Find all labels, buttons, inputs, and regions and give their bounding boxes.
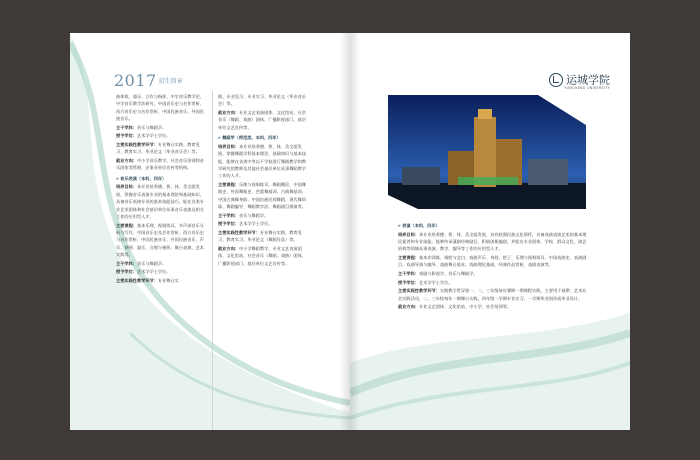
- double-chevron-icon: »: [218, 135, 223, 141]
- section-title-dance: » 舞蹈学（师范类，本科，四年）: [218, 135, 281, 141]
- double-chevron-icon: »: [116, 175, 121, 181]
- column-divider: [212, 91, 213, 430]
- degree-line: 主干学科：音乐与舞蹈学。: [218, 212, 269, 218]
- continued-text: 践、专业见习、专业实习、毕业论文（毕业音乐会）等。: [218, 94, 306, 107]
- degree-line: 主干学科：音乐与舞蹈学。: [116, 124, 167, 130]
- practice-line-2: 主要实践性教学环节：专业舞台实: [116, 278, 179, 284]
- logo-name-cn: 运城学院: [566, 73, 610, 87]
- left-page: [70, 33, 350, 430]
- header-year: 2017: [114, 71, 157, 90]
- degree-line-2: 主干学科：音乐与舞蹈学。: [116, 260, 167, 266]
- campus-photo: [388, 95, 586, 209]
- intro-text: 曲体裁、器乐、合作与指挥、中学音乐教学论、中学音乐教学法研究、中国音乐史与名作赏析、西方音乐史与名作赏析、中国民族音乐、外国民族音乐。: [116, 94, 204, 122]
- career-line-2: 就业方向：中小学舞蹈教学、专业文艺表演团体、文化馆站、社会音乐（舞蹈、戏曲）团体、广播影视部门、基层单位文艺宣传等。: [218, 246, 306, 266]
- book-spine-shadow: [340, 33, 360, 430]
- grant-line: 授予学位：艺术学学士学位。: [398, 279, 453, 285]
- right-column: [398, 219, 588, 312]
- course-line: 主要课程：乐理与视唱练耳、舞蹈概论、中国舞蹈史、外国舞蹈史、芭蕾舞基训、古典舞基训、中国古典舞身韵、中国民族民间舞蹈、现代舞训练、舞蹈编导、舞蹈教学法、舞蹈剧目排演等。: [218, 182, 306, 210]
- section-title-music-performance: » 音乐表演（本科，四年）: [116, 175, 167, 181]
- header-subtitle: 招生简章: [158, 78, 183, 85]
- grant-line: 授予学位：艺术学学士学位。: [218, 221, 273, 227]
- career-line: 就业方向：专业文艺表演团体、文化馆站、社会音乐（舞蹈、戏曲）团体、广播影视部门、基层单位文艺宣传等。: [218, 110, 306, 130]
- section-title-performance: » 表演（本科，四年）: [398, 223, 440, 228]
- degree-line: 主干学科：戏剧与影视学、音乐与舞蹈学。: [398, 271, 478, 276]
- career-line: 就业方向：专业文艺团体、文化馆站、中小学、社会培训等。: [398, 304, 512, 310]
- double-chevron-icon: »: [398, 223, 403, 228]
- goal-line: 培养目标：本专业培养德、智、体、美全面发展，掌握舞蹈学科基本理论、基础知识与基本技能，能够在各类中等以下学校进行舞蹈教学和教学研究的教师及其他社会基层单位从事舞蹈教学工作的人才。: [218, 143, 306, 179]
- practice-line: 主要实践性教学环节：专业舞台实践、教育见习、教育实习、毕业论文（舞蹈作品）等。: [218, 230, 302, 243]
- course-line: 主要课程：基本功训练、唱腔与念白、戏曲声乐、身段、把子、乐理与视唱练耳、中国戏曲史、表演剧目、戏曲导演与编导、戏曲舞台基本、戏曲理论基础、经典作品赏析、戏剧表演等。: [398, 255, 587, 268]
- left-column-2: [218, 93, 310, 268]
- goal-line: 培养目标：本专业培养德、智、体、美全面发展，掌握音乐表演专业的基本理论和基础知识，具备音乐表演专业的基本技能技巧，能在各类专业艺术团体和社会基层单位从事音乐表演及相关工作的应用型人才。: [116, 184, 204, 220]
- career-line: 就业方向：中小学音乐教学、社会音乐培训和音乐团体等管理、企事业单位宣传等机构。: [116, 158, 204, 171]
- grant-line: 授予学位：艺术学学士学位。: [116, 133, 171, 139]
- practice-line: 主要实践性教学环节：专业舞台实践、教育见习、教育实习、毕业论文（毕业音乐会）等。: [116, 142, 200, 155]
- left-column-1: [116, 93, 208, 286]
- course-line: 主要课程：基本乐理、视唱练耳、多声部音乐分析与写作、中国音乐史及名作赏析、西方音乐史与名作赏析、中国民族音乐、外国民族音乐、声乐、钢琴、器乐、合唱与指挥、舞台表演、艺术实践等。: [116, 222, 204, 258]
- university-seal-icon: [549, 73, 563, 87]
- grant-line-2: 授予学位：艺术学学士学位。: [116, 269, 171, 275]
- logo-name-en: YUNCHENG UNIVERSITY: [564, 86, 610, 90]
- goal-line: 培养目标：本专业培养德、智、体、美全面发展，具有较强民族文化情怀，具备戏曲表演艺术的基本理论素养和专业技能，能够传承蒲剧经典剧目，积极创新编创，并能在专业团体、学校、群众文化、演艺机构等领域从事表演、教学、编导等工作的应用型人才。: [398, 231, 587, 252]
- page-header: [114, 71, 183, 90]
- right-page: [350, 33, 630, 430]
- university-logo: [549, 69, 610, 90]
- practice-line: 主要实践性教学环节：实践教学贯穿第一、二、三年级每年暑期一期课程实践，主要用于观摩、艺术社会实践活动，二、三年级每年一期舞台实践，四年级一学期专业实习、一学期毕业创作或毕业设计。: [398, 288, 587, 301]
